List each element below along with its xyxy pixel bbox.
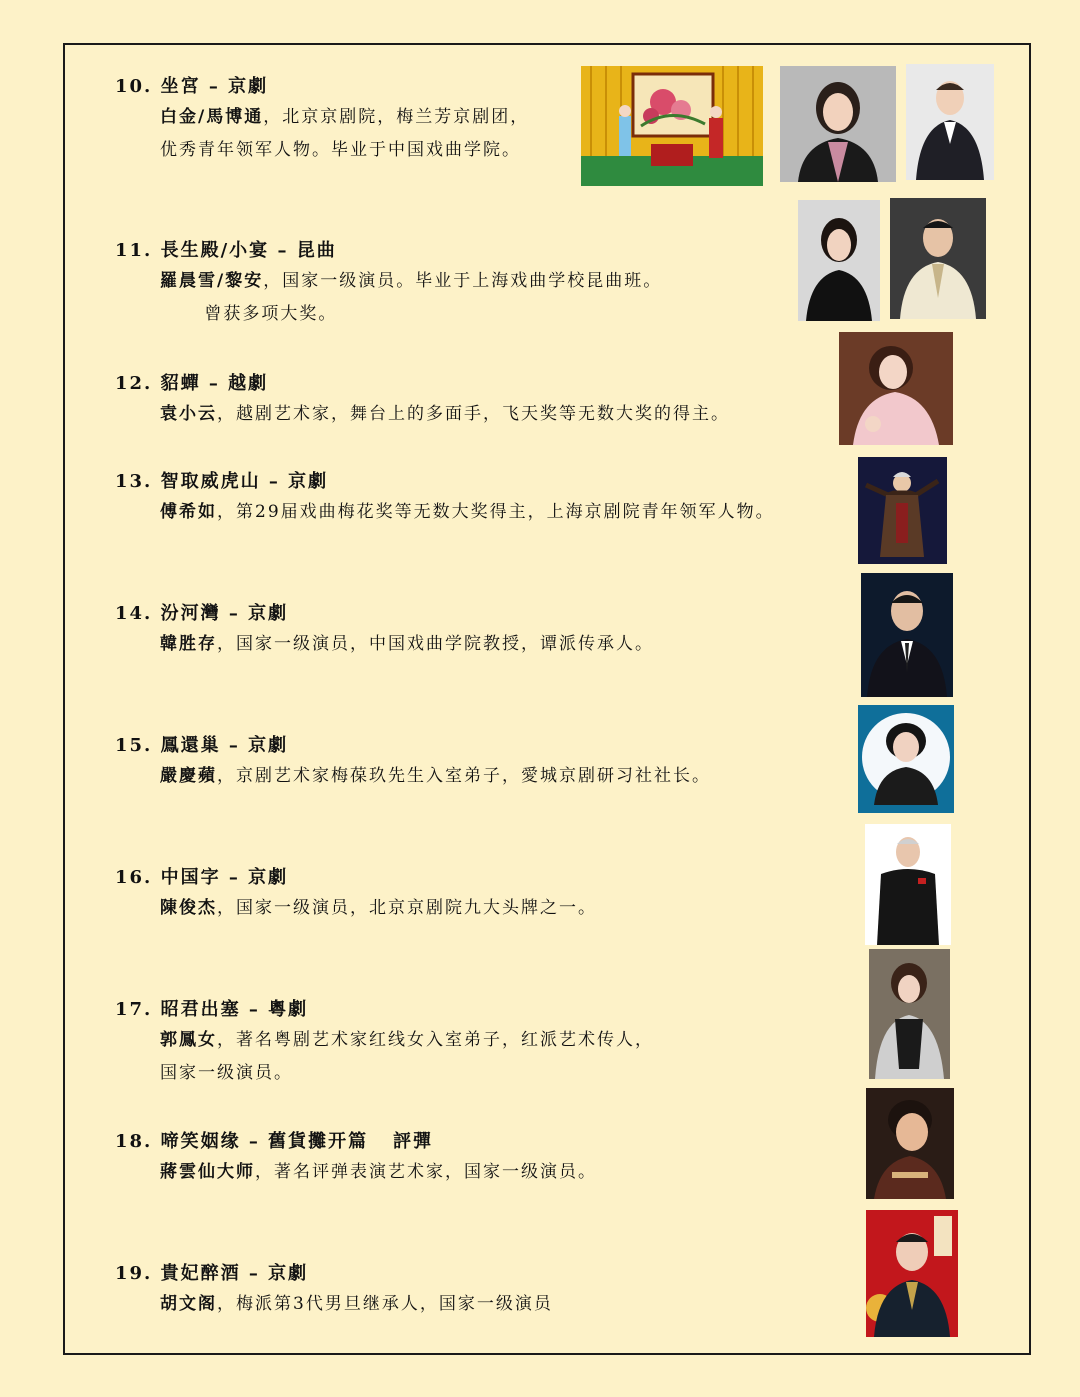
performer-name: 陳俊杰 bbox=[160, 898, 217, 918]
program-entry-18 bbox=[115, 1128, 597, 1189]
performer-bio-line: ，京剧艺术家梅葆玖先生入室弟子，愛城京剧研习社社长。 bbox=[217, 766, 711, 786]
entry-number: 15. bbox=[115, 735, 153, 756]
program-entry-15 bbox=[115, 732, 711, 793]
program-entry-13 bbox=[115, 468, 775, 529]
performer-bio-line: ，著名粤剧艺术家红线女入室弟子，红派艺术传人， bbox=[217, 1030, 654, 1050]
performer-bio-line: ，国家一级演员，中国戏曲学院教授，谭派传承人。 bbox=[217, 634, 654, 654]
entry-title: 中国字 – 京劇 bbox=[160, 867, 289, 888]
entry-title: 貴妃醉酒 – 京劇 bbox=[160, 1263, 309, 1284]
program-entry-17 bbox=[115, 996, 654, 1090]
costumed-performer-photo bbox=[858, 457, 947, 564]
female-performer-portrait bbox=[798, 200, 880, 321]
performer-bio-line: ，梅派第3代男旦继承人，国家一级演员 bbox=[217, 1294, 553, 1314]
performer-bio-line: ，北京京剧院，梅兰芳京剧团， bbox=[263, 107, 530, 127]
entry-title: 啼笑姻缘 – 舊貨攤开篇 評彈 bbox=[160, 1131, 433, 1152]
performer-name: 傅希如 bbox=[160, 502, 217, 522]
entry-number: 16. bbox=[115, 867, 153, 888]
female-performer-portrait bbox=[869, 949, 950, 1079]
performer-name: 嚴慶蘋 bbox=[160, 766, 217, 786]
male-performer-portrait bbox=[890, 198, 986, 319]
performer-name: 韓胜存 bbox=[160, 634, 217, 654]
entry-number: 18. bbox=[115, 1131, 153, 1152]
male-performer-portrait bbox=[865, 824, 951, 945]
entry-number: 17. bbox=[115, 999, 153, 1020]
entry-title: 智取威虎山 – 京劇 bbox=[160, 471, 329, 492]
entry-number: 11. bbox=[115, 240, 153, 261]
entry-title: 昭君出塞 – 粵劇 bbox=[160, 999, 309, 1020]
male-performer-portrait bbox=[861, 573, 953, 697]
stage-performance-photo bbox=[581, 66, 763, 186]
program-entry-12 bbox=[115, 370, 730, 431]
female-performer-portrait bbox=[866, 1088, 954, 1199]
program-entry-11 bbox=[115, 237, 662, 331]
program-entry-14 bbox=[115, 600, 654, 661]
performer-name: 胡文阁 bbox=[160, 1294, 217, 1314]
female-performer-portrait bbox=[839, 332, 953, 445]
performer-name: 袁小云 bbox=[160, 404, 217, 424]
entry-title: 鳳還巢 – 京劇 bbox=[160, 735, 289, 756]
performer-name: 郭鳳女 bbox=[160, 1030, 217, 1050]
performer-bio-line: 国家一级演员。 bbox=[160, 1063, 293, 1083]
performer-bio-line: 优秀青年领军人物。毕业于中国戏曲学院。 bbox=[160, 140, 521, 160]
entry-number: 10. bbox=[115, 76, 153, 97]
performer-bio-line: ，第29届戏曲梅花奖等无数大奖得主，上海京剧院青年领军人物。 bbox=[217, 502, 775, 522]
performer-bio-line: ，著名评弹表演艺术家，国家一级演员。 bbox=[255, 1162, 597, 1182]
entry-number: 19. bbox=[115, 1263, 153, 1284]
female-performer-portrait bbox=[858, 705, 954, 813]
male-performer-portrait bbox=[866, 1210, 958, 1337]
entry-title: 長生殿/小宴 – 昆曲 bbox=[160, 240, 337, 261]
performer-name: 蔣雲仙大师 bbox=[160, 1162, 255, 1182]
program-entry-16 bbox=[115, 864, 597, 925]
performer-bio-line: ，国家一级演员，北京京剧院九大头牌之一。 bbox=[217, 898, 597, 918]
entry-number: 14. bbox=[115, 603, 153, 624]
performer-name: 羅晨雪/黎安 bbox=[160, 271, 264, 291]
performer-bio-line: 曾获多项大奖。 bbox=[160, 304, 338, 324]
performer-bio-line: ，越剧艺术家，舞台上的多面手，飞天奖等无数大奖的得主。 bbox=[217, 404, 730, 424]
entry-title: 坐宮 – 京劇 bbox=[160, 76, 269, 97]
male-performer-portrait bbox=[906, 64, 994, 180]
program-entry-10 bbox=[115, 73, 529, 167]
program-entry-19 bbox=[115, 1260, 553, 1321]
entry-number: 12. bbox=[115, 373, 153, 394]
performer-bio-line: ，国家一级演员。毕业于上海戏曲学校昆曲班。 bbox=[263, 271, 663, 291]
female-performer-portrait bbox=[780, 66, 896, 182]
entry-title: 貂蟬 – 越劇 bbox=[160, 373, 269, 394]
entry-title: 汾河灣 – 京劇 bbox=[160, 603, 289, 624]
performer-name: 白金/馬博通 bbox=[160, 107, 264, 127]
entry-number: 13. bbox=[115, 471, 153, 492]
